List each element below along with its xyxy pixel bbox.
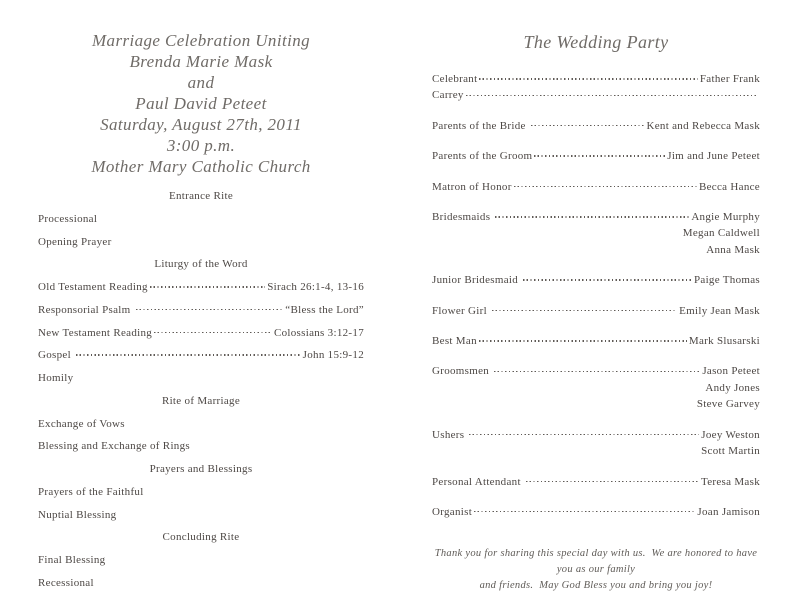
- program-item-label: Homily: [38, 372, 74, 384]
- ceremony-order-list: [38, 185, 364, 595]
- program-item-label: Blessing and Exchange of Rings: [38, 440, 190, 453]
- wedding-party-entry: [432, 118, 760, 134]
- wedding-party-entry: [432, 272, 760, 288]
- ceremony-header: [38, 0, 364, 177]
- wedding-party-row: [432, 71, 760, 87]
- wedding-party-extra-name: Scott Martin: [701, 445, 760, 458]
- wedding-party-row: [432, 209, 760, 225]
- wedding-party-title: The Wedding Party: [523, 32, 669, 52]
- wedding-party-name: Becca Hance: [698, 180, 760, 193]
- wedding-party-row: [432, 179, 760, 195]
- program-item-label: Exchange of Vows: [38, 417, 125, 430]
- ceremony-header-line: Paul David Peteet: [135, 94, 267, 113]
- program-item: [38, 413, 364, 436]
- wedding-party-entry: [432, 71, 760, 104]
- wedding-party-entry: [432, 303, 760, 319]
- program-item-value: Sirach 26:1-4, 13-16: [267, 281, 364, 293]
- wedding-party-extra-name: Megan Caldwell: [682, 227, 760, 240]
- wedding-party-name: Jim and June Peteet: [667, 150, 760, 163]
- program-item-label: Gospel: [38, 349, 75, 362]
- wedding-party-role: Ushers: [432, 428, 468, 441]
- wedding-party-role: Bridesmaids: [432, 211, 494, 224]
- wedding-party-row: [432, 303, 760, 319]
- thank-you-line: and friends. May God Bless you and bring you joy!: [479, 580, 713, 592]
- wedding-party-role: Groomsmen: [432, 365, 493, 378]
- program-item: [38, 435, 364, 458]
- wedding-party-row: [432, 148, 760, 164]
- wedding-party-page: [432, 0, 760, 612]
- wedding-party-name: Father Frank: [699, 73, 760, 85]
- program-item: [38, 322, 364, 345]
- wedding-party-name: Teresa Mask: [700, 475, 760, 488]
- thank-you-note: [432, 546, 760, 594]
- wedding-party-role: Celebrant: [432, 73, 478, 85]
- wedding-party-role: Parents of the Bride: [432, 119, 529, 132]
- program-item: [38, 367, 364, 390]
- program-item: [38, 208, 364, 231]
- program-item: [38, 549, 364, 572]
- program-item: [38, 231, 364, 254]
- ceremony-header-line: Marriage Celebration Uniting: [91, 31, 311, 50]
- wedding-party-entry: [432, 504, 760, 520]
- program-item-label: Opening Prayer: [38, 235, 112, 248]
- wedding-party-name: Mark Slusarski: [688, 335, 760, 348]
- wedding-party-role: Personal Attendant: [432, 475, 524, 488]
- section-heading: Concluding Rite: [162, 531, 240, 544]
- section-heading: Entrance Rite: [168, 190, 234, 202]
- program-item-label: Responsorial Psalm: [38, 303, 134, 316]
- wedding-party-role: Best Man: [432, 335, 477, 348]
- ceremony-program-page: [38, 0, 364, 612]
- wedding-party-name: Joey Weston: [701, 428, 760, 441]
- wedding-party-row: [432, 427, 760, 443]
- program-item-label: Final Blessing: [38, 554, 106, 566]
- wedding-party-row: [432, 272, 760, 288]
- wedding-party-row: [432, 118, 760, 134]
- program-item-value: John 15:9-12: [302, 349, 364, 362]
- ceremony-header-line: Mother Mary Catholic Church: [91, 157, 311, 176]
- wedding-party-row: [432, 504, 760, 520]
- wedding-party-extra-name: Anna Mask: [706, 243, 760, 256]
- wedding-party-role: Flower Girl: [432, 304, 490, 317]
- program-item-label: Old Testament Reading: [38, 281, 148, 293]
- wedding-party-entry: [432, 148, 760, 164]
- wedding-party-name: Jason Peteet: [702, 365, 760, 378]
- program-item: [38, 344, 364, 367]
- section-heading: Liturgy of the Word: [154, 258, 248, 271]
- wedding-party-role-continuation: Carrey: [432, 89, 464, 102]
- program-item-label: Recessional: [38, 576, 94, 589]
- section-heading: Prayers and Blessings: [149, 463, 253, 475]
- program-item-label: Processional: [38, 212, 98, 225]
- wedding-party-name: Joan Jamison: [697, 505, 760, 518]
- thank-you-line: Thank you for sharing this special day with us. We are honored to have you as our family: [434, 548, 761, 576]
- wedding-party-entry: [432, 363, 760, 412]
- program-item: [38, 276, 364, 299]
- program-item: [38, 481, 364, 504]
- wedding-party-row: [432, 474, 760, 490]
- wedding-party-name: Emily Jean Mask: [679, 304, 760, 317]
- wedding-party-extra-name: Andy Jones: [705, 381, 760, 394]
- wedding-party-row: [432, 333, 760, 349]
- wedding-party-role: Junior Bridesmaid: [432, 274, 522, 287]
- program-item-value: “Bless the Lord”: [285, 303, 364, 316]
- program-item-label: Prayers of the Faithful: [38, 485, 144, 498]
- wedding-party-role: Parents of the Groom: [432, 150, 533, 163]
- program-item-label: New Testament Reading: [38, 326, 153, 339]
- wedding-party-name: Paige Thomas: [693, 274, 760, 287]
- wedding-party-entry: [432, 209, 760, 258]
- program-item-label: Nuptial Blessing: [38, 508, 117, 521]
- wedding-party-role: Matron of Honor: [432, 180, 512, 193]
- ceremony-header-line: 3:00 p.m.: [166, 136, 236, 155]
- wedding-party-entry: [432, 427, 760, 460]
- program-item-value: Colossians 3:12-17: [273, 326, 364, 339]
- wedding-party-name: Angie Murphy: [691, 211, 760, 224]
- wedding-party-row-continuation: [432, 87, 760, 103]
- wedding-party-role: Organist: [432, 505, 473, 518]
- wedding-party-row: [432, 363, 760, 379]
- wedding-party-name: Kent and Rebecca Mask: [646, 119, 760, 132]
- ceremony-header-line: and: [187, 73, 215, 92]
- ceremony-header-line: Saturday, August 27th, 2011: [100, 115, 302, 134]
- wedding-party-extra-name: Steve Garvey: [696, 398, 760, 411]
- wedding-party-entry: [432, 333, 760, 349]
- wedding-party-list: [432, 71, 760, 520]
- ceremony-header-line: Brenda Marie Mask: [129, 52, 273, 71]
- wedding-party-entry: [432, 179, 760, 195]
- wedding-party-entry: [432, 474, 760, 490]
- program-item: [38, 572, 364, 595]
- section-heading: Rite of Marriage: [161, 394, 241, 407]
- program-item: [38, 299, 364, 322]
- program-item: [38, 504, 364, 527]
